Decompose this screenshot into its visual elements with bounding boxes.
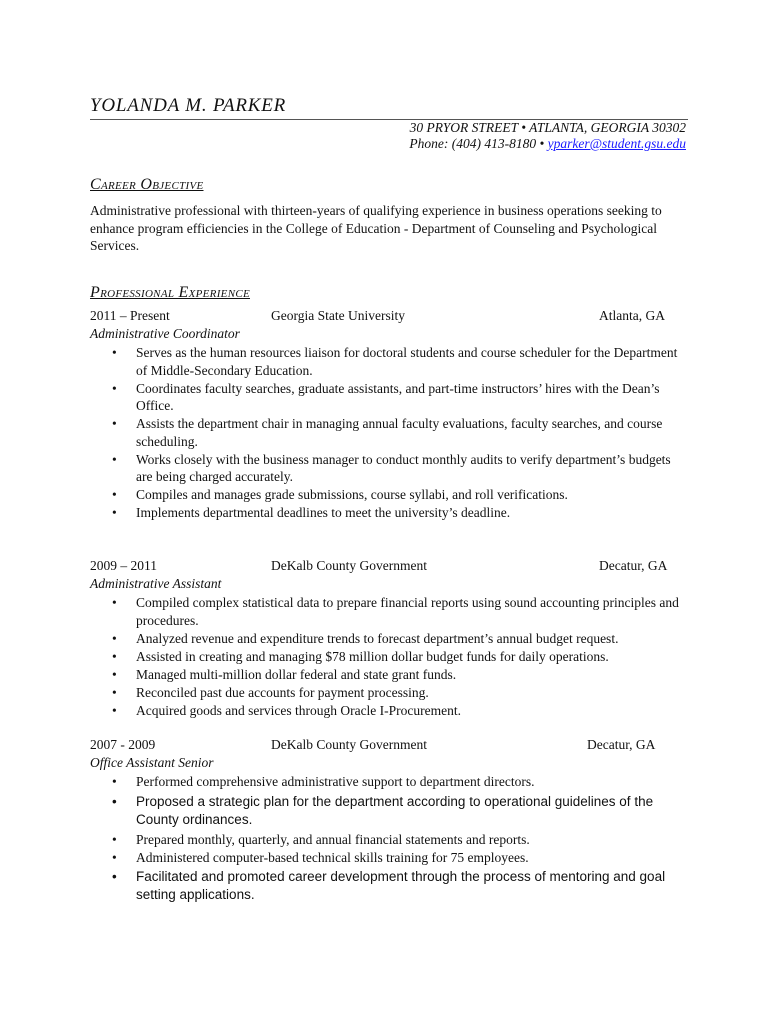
list-item: • Serves as the human resources liaison for doctoral students and course scheduler for the Department of Middle-Secondary Education. xyxy=(90,344,690,379)
job-employer: DeKalb County Government xyxy=(271,558,427,573)
address-line: 30 PRYOR STREET • ATLANTA, GEORGIA 30302 xyxy=(409,120,686,135)
list-item: • Managed multi-million dollar federal and state grant funds. xyxy=(90,666,690,684)
job-header xyxy=(90,737,690,755)
job-duties-list xyxy=(90,344,690,522)
candidate-name: YOLANDA M. PARKER xyxy=(90,95,287,116)
job-employer: Georgia State University xyxy=(271,308,405,323)
list-item: • Coordinates faculty searches, graduate assistants, and part-time instructors’ hires with the Dean’s Office. xyxy=(90,380,690,415)
career-objective-heading: Career Objective xyxy=(90,176,204,193)
job-duties-list xyxy=(90,773,690,906)
career-objective-text: Administrative professional with thirteen-years of qualifying experience in business operations seeking to enhance program efficiencies in the College of Education - Department of Counseling and Psychological Services. xyxy=(90,203,662,253)
list-item: • Acquired goods and services through Oracle I-Procurement. xyxy=(90,702,690,720)
job-employer: DeKalb County Government xyxy=(271,737,427,752)
list-item: • Reconciled past due accounts for payment processing. xyxy=(90,684,690,702)
job-title: Office Assistant Senior xyxy=(90,755,214,770)
professional-experience-heading: Professional Experience xyxy=(90,284,250,301)
list-item: • Works closely with the business manager to conduct monthly audits to verify department’s budgets are being charged accurately. xyxy=(90,451,690,486)
list-item: • Analyzed revenue and expenditure trends to forecast department’s annual budget request. xyxy=(90,630,690,648)
job-location: Decatur, GA xyxy=(587,737,656,752)
list-item: • Compiled complex statistical data to prepare financial reports using sound accounting principles and procedures. xyxy=(90,594,690,629)
list-item: • Assists the department chair in managing annual faculty evaluations, faculty searches, and course scheduling. xyxy=(90,415,690,450)
contact-line xyxy=(409,136,686,152)
job-dates: 2007 - 2009 xyxy=(90,737,156,752)
job-duties-list xyxy=(90,594,690,720)
list-item: • Proposed a strategic plan for the department according to operational guidelines of the County ordinances. xyxy=(90,793,690,829)
list-item: • Prepared monthly, quarterly, and annual financial statements and reports. xyxy=(90,831,690,849)
phone-text: Phone: (404) 413-8180 • xyxy=(409,136,548,151)
job-dates: 2009 – 2011 xyxy=(90,558,157,573)
list-item: • Performed comprehensive administrative support to department directors. xyxy=(90,773,690,791)
job-header xyxy=(90,308,690,326)
job-title: Administrative Assistant xyxy=(90,576,222,591)
job-location: Decatur, GA xyxy=(599,558,668,573)
job-header xyxy=(90,558,690,576)
list-item: • Compiles and manages grade submissions, course syllabi, and roll verifications. xyxy=(90,486,690,504)
list-item: • Implements departmental deadlines to meet the university’s deadline. xyxy=(90,504,690,522)
list-item: • Assisted in creating and managing $78 million dollar budget funds for daily operations. xyxy=(90,648,690,666)
email-link[interactable]: yparker@student.gsu.edu xyxy=(547,136,686,151)
job-title: Administrative Coordinator xyxy=(90,326,240,341)
list-item: • Administered computer-based technical skills training for 75 employees. xyxy=(90,849,690,867)
list-item: • Facilitated and promoted career development through the process of mentoring and goal setting applications. xyxy=(90,868,690,904)
job-location: Atlanta, GA xyxy=(599,308,665,323)
job-dates: 2011 – Present xyxy=(90,308,170,323)
